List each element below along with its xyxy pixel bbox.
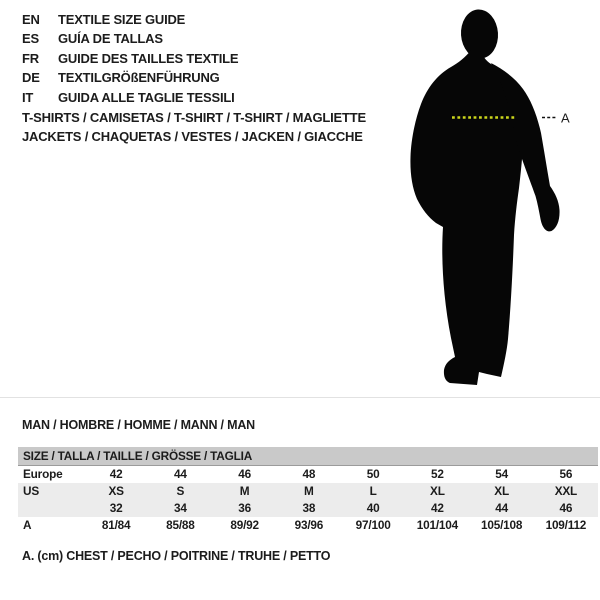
category-line-tshirts: T-SHIRTS / CAMISETAS / T-SHIRT / T-SHIRT / MAGLIETTE	[22, 110, 366, 125]
language-code: EN	[22, 12, 40, 27]
size-cell: 42	[109, 467, 123, 481]
size-cell: L	[369, 484, 377, 498]
table-row-europe	[18, 466, 598, 483]
size-cell: XS	[108, 484, 124, 498]
language-code: FR	[22, 50, 39, 66]
measure-label-a: A	[561, 110, 570, 126]
size-cell: M	[304, 484, 314, 498]
row-label: US	[23, 484, 39, 498]
size-cell: 38	[302, 501, 316, 515]
size-cell: 36	[238, 501, 251, 515]
table-row-us	[18, 483, 598, 500]
size-cell: 42	[431, 501, 444, 515]
size-cell: 97/100	[355, 518, 391, 532]
size-cell: 50	[366, 467, 380, 481]
row-label: A	[23, 518, 32, 532]
language-title: GUIDE DES TAILLES TEXTILE	[58, 50, 239, 66]
size-table	[18, 447, 598, 534]
size-table-header: SIZE / TALLA / TAILLE / GRÖSSE / TAGLIA	[18, 447, 598, 466]
size-cell: 109/112	[545, 518, 587, 532]
category-line-jackets: JACKETS / CHAQUETAS / VESTES / JACKEN / GIACCHE	[22, 129, 363, 145]
row-label	[18, 500, 84, 517]
language-row	[22, 10, 238, 29]
size-figure	[408, 5, 574, 395]
language-guide-list	[22, 10, 238, 107]
measurement-footnote: A. (cm) CHEST / PECHO / POITRINE / TRUHE / PETTO	[22, 549, 331, 563]
size-cell: 93/96	[294, 518, 324, 532]
size-cell: 101/104	[416, 518, 458, 532]
language-code: ES	[22, 31, 39, 47]
category-lines	[22, 108, 366, 146]
size-cell: M	[239, 484, 250, 498]
language-row	[22, 88, 238, 107]
language-row	[22, 49, 238, 68]
size-cell: 56	[559, 467, 573, 481]
size-cell: 89/92	[230, 518, 259, 532]
table-row-a-chest	[18, 517, 598, 534]
size-cell: S	[176, 484, 185, 498]
size-cell: XL	[494, 484, 509, 498]
size-cell: 52	[431, 467, 444, 481]
size-cell: XL	[430, 484, 445, 498]
size-cell: 46	[238, 467, 251, 481]
size-cell: XXL	[554, 484, 578, 498]
size-cell: 81/84	[101, 518, 131, 532]
language-title: TEXTILE SIZE GUIDE	[58, 12, 186, 27]
size-cell: 105/108	[481, 518, 523, 532]
language-title: TEXTILGRÖßENFÜHRUNG	[58, 70, 220, 86]
size-cell: 44	[495, 501, 508, 515]
language-code: IT	[22, 89, 34, 105]
language-code: DE	[22, 70, 40, 86]
row-label: Europe	[23, 467, 63, 481]
silhouette-body	[410, 50, 523, 385]
language-title: GUÍA DE TALLAS	[58, 31, 163, 47]
table-row-numeric	[18, 500, 598, 517]
language-title: GUIDA ALLE TAGLIE TESSILI	[58, 89, 235, 105]
language-row	[22, 68, 238, 87]
man-silhouette	[408, 5, 574, 395]
size-cell: 34	[174, 501, 187, 515]
language-row	[22, 29, 238, 48]
size-cell: 32	[109, 501, 123, 515]
divider-line	[0, 397, 600, 398]
size-cell: 48	[302, 467, 316, 481]
size-cell: 46	[559, 501, 573, 515]
size-cell: 40	[366, 501, 380, 515]
section-title-man: MAN / HOMBRE / HOMME / MANN / MAN	[22, 418, 255, 432]
size-cell: 44	[174, 467, 187, 481]
size-cell: 85/88	[166, 518, 195, 532]
size-cell: 54	[495, 467, 508, 481]
